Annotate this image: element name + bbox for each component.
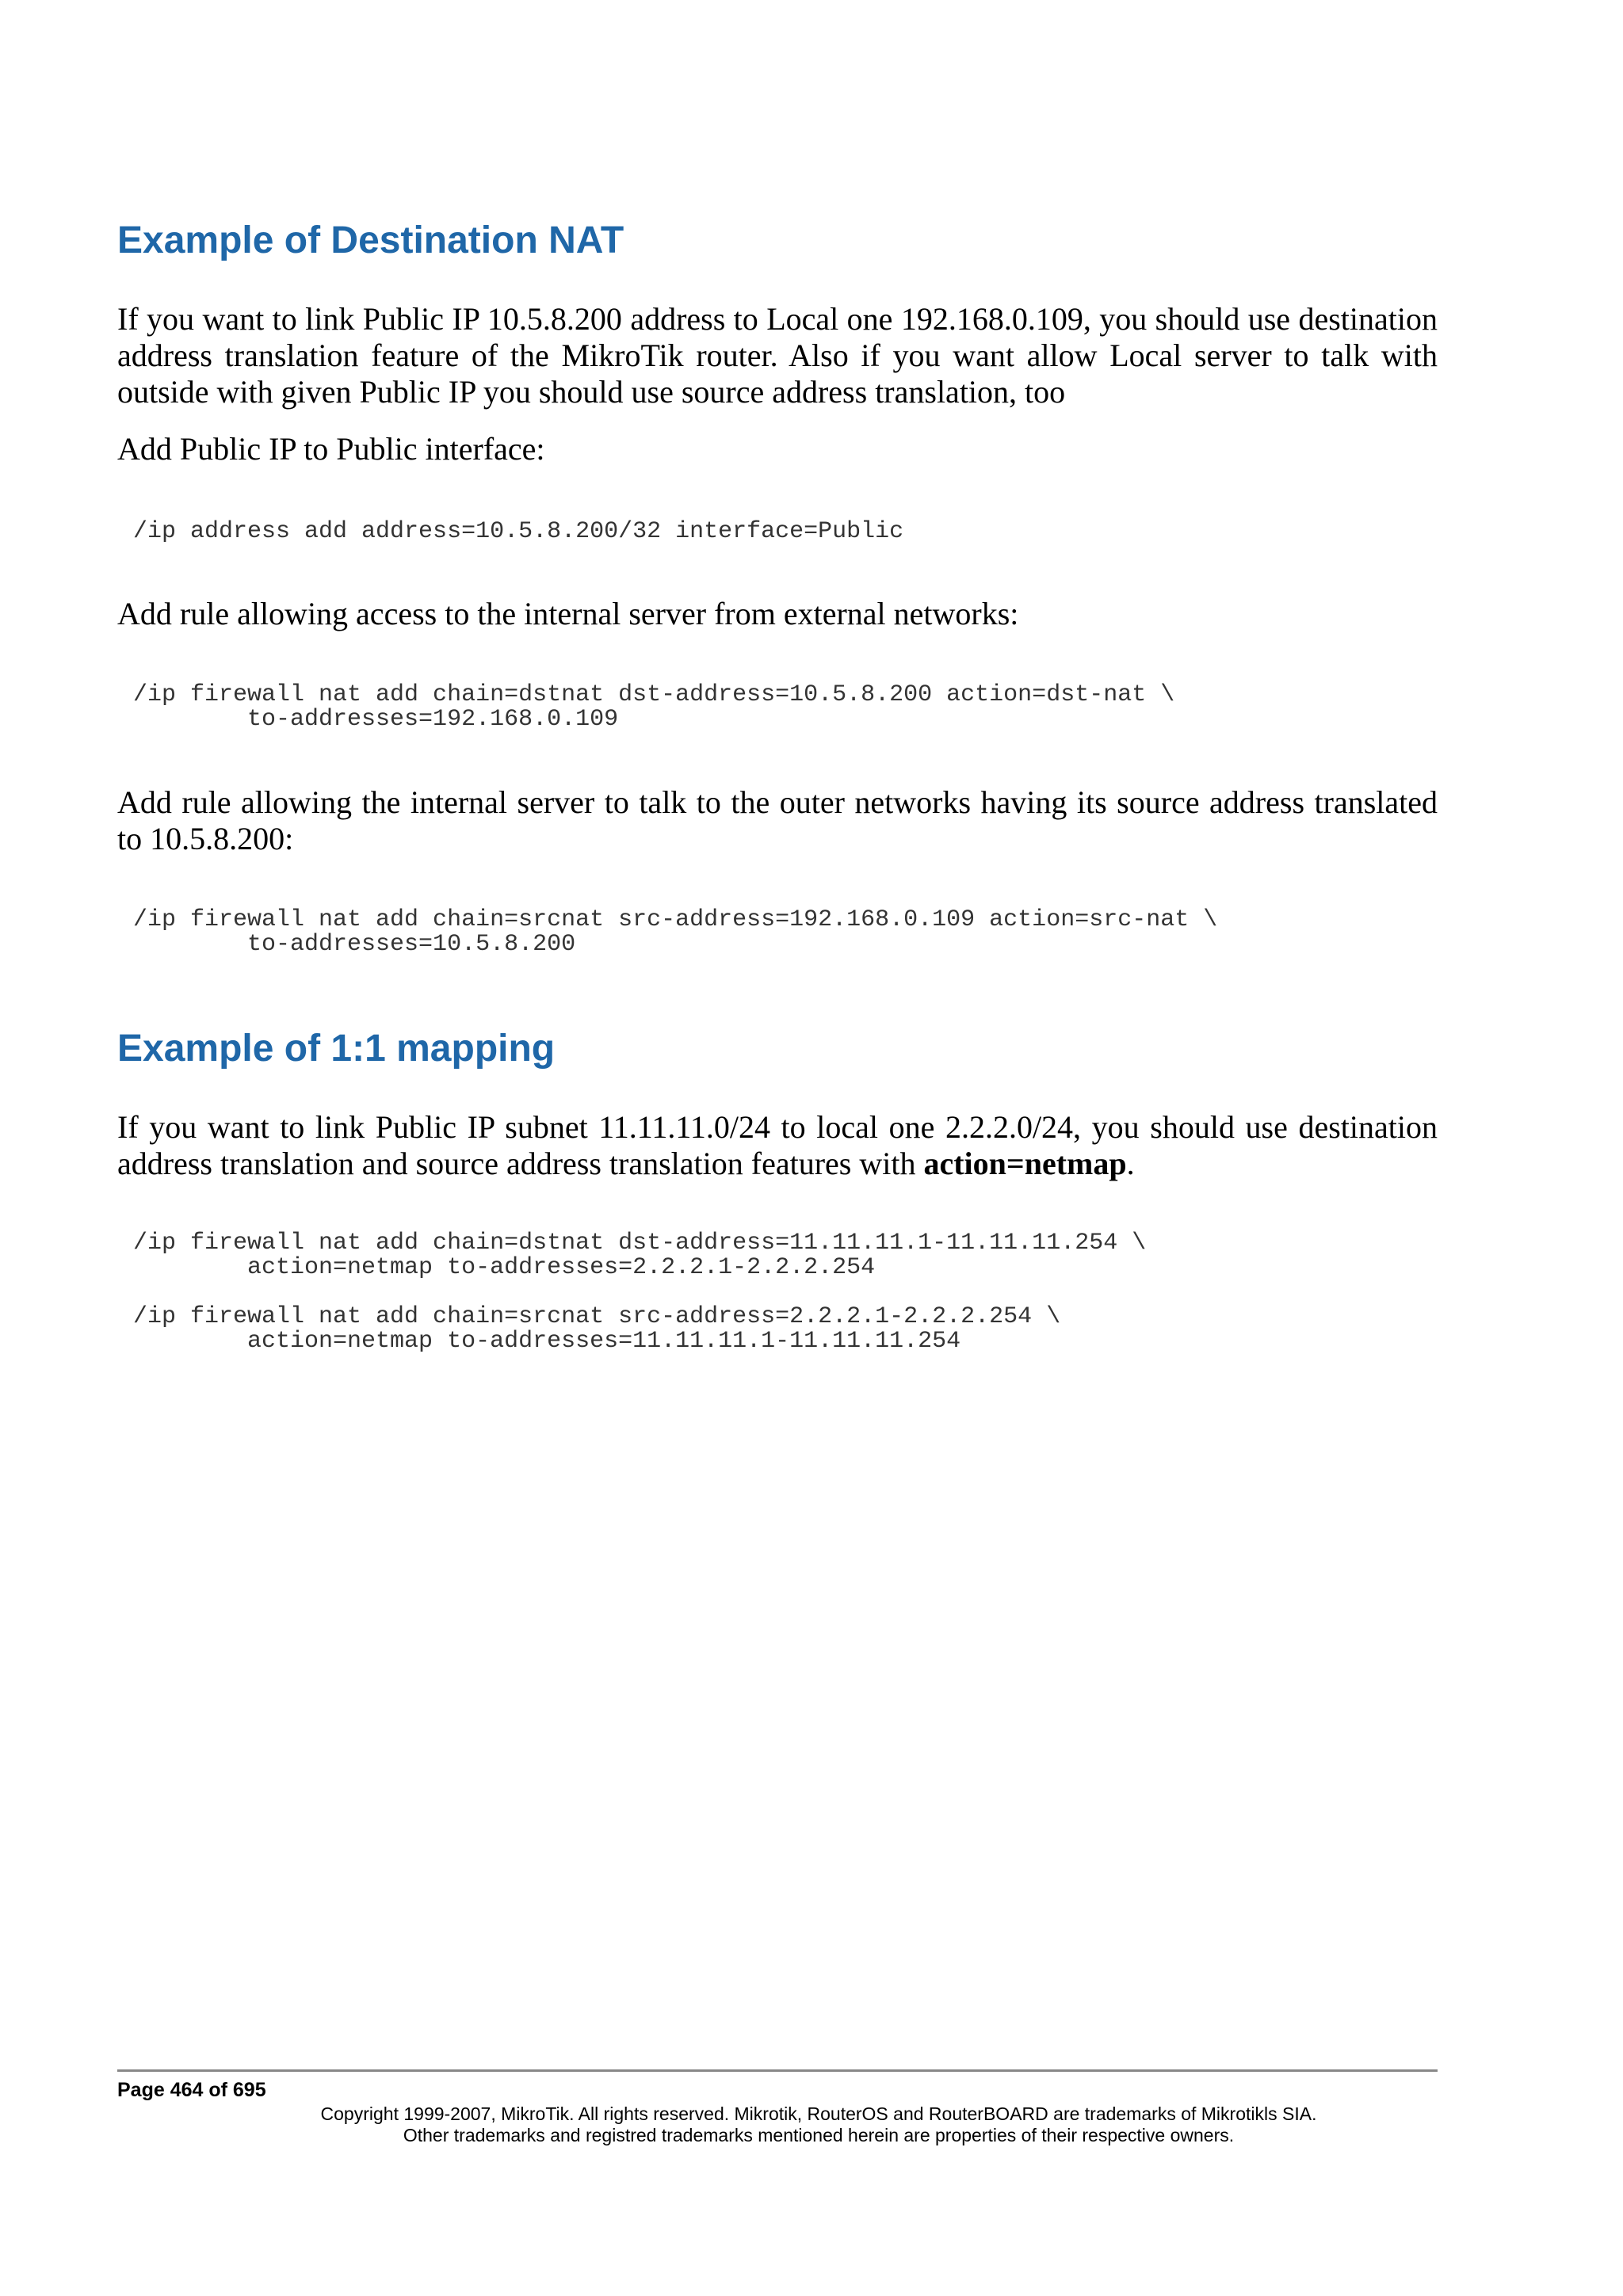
section-heading-destination-nat: Example of Destination NAT [117,219,624,261]
copyright-line-2: Other trademarks and registred trademarks mentioned herein are properties of their respective owners. [403,2125,1235,2145]
mapping-intro-text: If you want to link Public IP subnet 11.11.11.0/24 to local one 2.2.2.0/24, you should use destination address translation and source address translation features with [117,1109,1438,1181]
step3-text: Add rule allowing the internal server to talk to the outer networks having its source address translated to 10.5.8.200: [117,784,1438,856]
footer-divider [117,2069,1438,2072]
code-add-public-ip: /ip address add address=10.5.8.200/32 interface=Public [133,518,904,545]
code-netmap-dstnat: /ip firewall nat add chain=dstnat dst-address=11.11.11.1-11.11.11.254 \ action=netmap to-addresses=2.2.2.1-2.2.2.254 [133,1230,1147,1281]
copyright-line-1: Copyright 1999-2007, MikroTik. All rights reserved. Mikrotik, RouterOS and RouterBOARD are trademarks of Mikrotikls SIA. [320,2103,1317,2124]
code-netmap-srcnat: /ip firewall nat add chain=srcnat src-address=2.2.2.1-2.2.2.254 \ action=netmap to-addresses=11.11.11.1-11.11.11.254 [133,1303,1061,1355]
code-srcnat-rule: /ip firewall nat add chain=srcnat src-address=192.168.0.109 action=src-nat \ to-addresses=10.5.8.200 [133,906,1218,958]
netmap-keyword: action=netmap [923,1146,1127,1181]
step1-text: Add Public IP to Public interface: [117,431,545,467]
section-heading-one-to-one-mapping: Example of 1:1 mapping [117,1028,556,1070]
code-dstnat-rule: /ip firewall nat add chain=dstnat dst-address=10.5.8.200 action=dst-nat \ to-addresses=192.168.0.109 [133,681,1175,733]
mapping-intro-end: . [1126,1146,1135,1181]
mapping-intro [117,1109,1438,1182]
destination-nat-intro: If you want to link Public IP 10.5.8.200 address to Local one 192.168.0.109, you should use destination address translation feature of the MikroTik router. Also if you want allow Local server to talk with outside with given Public IP you should use source address translation, too [117,301,1438,410]
step2-text: Add rule allowing access to the internal server from external networks: [117,596,1019,631]
page-number: Page 464 of 695 [117,2079,266,2101]
